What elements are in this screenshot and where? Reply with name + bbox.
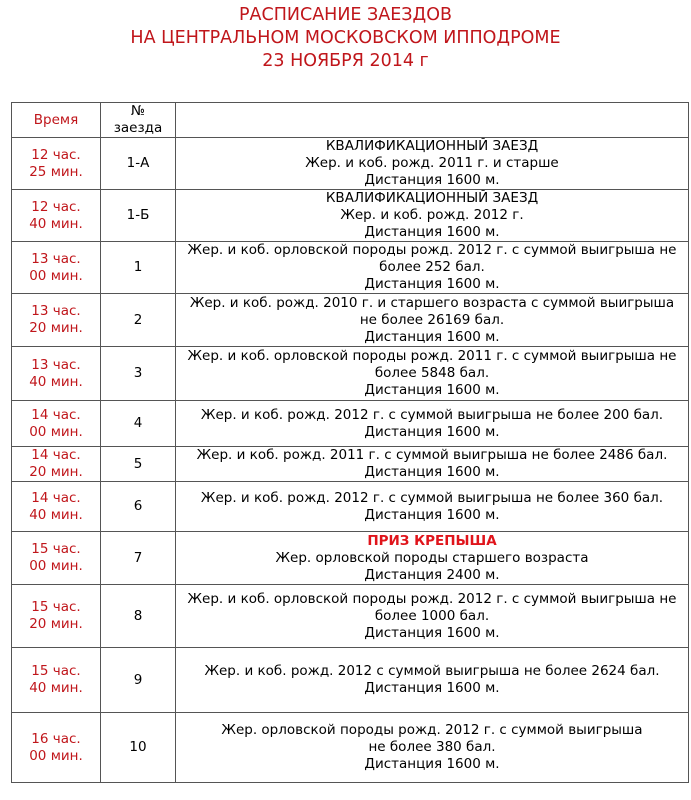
header-time: Время — [12, 103, 101, 138]
race-distance: Дистанция 1600 м. — [364, 756, 500, 772]
title-line-1: РАСПИСАНИЕ ЗАЕЗДОВ — [239, 5, 452, 25]
race-conditions: Жер. и коб. орловской породы рожд. 2011 г. с суммой выигрыша не — [187, 348, 677, 364]
race-time-minutes: 00 мин. — [29, 267, 83, 284]
race-time-minutes: 20 мин. — [29, 616, 83, 632]
race-number: 2 — [101, 294, 176, 347]
race-time-hours: 15 час. — [31, 663, 81, 679]
header-row — [12, 103, 689, 138]
race-title: КВАЛИФИКАЦИОННЫЙ ЗАЕЗД — [325, 190, 539, 206]
race-description-cell — [176, 447, 689, 482]
race-title: КВАЛИФИКАЦИОННЫЙ ЗАЕЗД — [325, 138, 539, 154]
prize-title: ПРИЗ КРЕПЫША — [367, 532, 497, 549]
race-time-cell — [12, 532, 101, 585]
table-row — [12, 138, 689, 190]
race-number: 7 — [101, 532, 176, 585]
race-distance: Дистанция 1600 м. — [364, 328, 500, 345]
race-time-minutes: 20 мин. — [29, 464, 83, 480]
race-time-minutes: 25 мин. — [29, 163, 83, 180]
race-description-cell — [176, 585, 689, 648]
race-time-cell — [12, 138, 101, 190]
race-conditions-continued: более 252 бал. — [379, 259, 485, 275]
race-number: 8 — [101, 585, 176, 648]
race-time-hours: 14 час. — [31, 489, 81, 506]
race-time-hours: 15 час. — [31, 541, 81, 557]
table-row — [12, 190, 689, 242]
race-description-cell — [176, 347, 689, 401]
race-time-hours: 12 час. — [31, 146, 81, 163]
schedule-table — [11, 102, 689, 783]
race-description-cell — [176, 138, 689, 190]
table-row — [12, 532, 689, 585]
race-description-cell — [176, 532, 689, 585]
race-distance: Дистанция 2400 м. — [364, 566, 500, 583]
race-distance: Дистанция 1600 м. — [364, 172, 500, 188]
race-number: 3 — [101, 347, 176, 401]
race-distance: Дистанция 1600 м. — [364, 423, 500, 440]
race-time-minutes: 00 мин. — [29, 747, 83, 764]
table-row — [12, 585, 689, 648]
race-time-minutes: 20 мин. — [29, 320, 83, 336]
race-conditions: Жер. и коб. орловской породы рожд. 2012 г. с суммой выигрыша не — [187, 242, 677, 258]
race-time-hours: 13 час. — [31, 356, 81, 373]
race-number: 4 — [101, 401, 176, 447]
race-description-cell — [176, 401, 689, 447]
race-distance: Дистанция 1600 м. — [364, 624, 500, 641]
race-number: 10 — [101, 713, 176, 783]
race-time-cell — [12, 401, 101, 447]
race-conditions: Жер. и коб. рожд. 2011 г. и старше — [305, 155, 559, 171]
race-conditions: Жер. и коб. рожд. 2012 с суммой выигрыша не более 2624 бал. — [204, 663, 660, 679]
race-description-cell — [176, 713, 689, 783]
table-row — [12, 713, 689, 783]
race-conditions: Жер. и коб. орловской породы рожд. 2012 г. с суммой выигрыша не — [187, 590, 677, 607]
race-number: 1 — [101, 242, 176, 294]
race-time-hours: 13 час. — [31, 250, 81, 267]
race-description-cell — [176, 648, 689, 713]
race-time-cell — [12, 447, 101, 482]
race-conditions: Жер. и коб. рожд. 2012 г. с суммой выигрыша не более 200 бал. — [200, 406, 664, 423]
header-race-number — [101, 103, 176, 138]
header-number-sign: № — [130, 103, 146, 119]
race-conditions: Жер. и коб. рожд. 2010 г. и старшего возраста с суммой выигрыша — [189, 294, 675, 311]
race-time-cell — [12, 347, 101, 401]
race-number: 1-А — [101, 138, 176, 190]
race-time-hours: 14 час. — [31, 447, 81, 463]
race-time-cell — [12, 482, 101, 532]
race-distance: Дистанция 1600 м. — [364, 506, 500, 523]
race-conditions-continued: не более 26169 бал. — [359, 311, 505, 328]
race-distance: Дистанция 1600 м. — [364, 276, 500, 292]
race-conditions-continued: более 5848 бал. — [374, 365, 490, 381]
race-time-minutes: 40 мин. — [29, 373, 83, 390]
race-time-cell — [12, 242, 101, 294]
table-row — [12, 294, 689, 347]
race-conditions: Жер. орловской породы рожд. 2012 г. с суммой выигрыша — [221, 722, 643, 738]
race-time-minutes: 40 мин. — [29, 506, 83, 523]
table-row — [12, 447, 689, 482]
race-time-minutes: 40 мин. — [29, 215, 83, 232]
race-time-cell — [12, 190, 101, 242]
race-time-minutes: 00 мин. — [29, 558, 83, 574]
race-number: 9 — [101, 648, 176, 713]
race-description-cell — [176, 482, 689, 532]
race-conditions-continued: более 1000 бал. — [374, 607, 490, 624]
race-number: 6 — [101, 482, 176, 532]
race-distance: Дистанция 1600 м. — [364, 224, 500, 240]
race-time-cell — [12, 585, 101, 648]
race-time-minutes: 40 мин. — [29, 680, 83, 696]
table-row — [12, 242, 689, 294]
race-time-hours: 12 час. — [31, 198, 81, 215]
race-time-cell — [12, 713, 101, 783]
race-number: 5 — [101, 447, 176, 482]
document-title — [0, 4, 691, 73]
race-distance: Дистанция 1600 м. — [364, 680, 500, 696]
race-conditions: Жер. и коб. рожд. 2012 г. с суммой выигрыша не более 360 бал. — [200, 489, 664, 506]
table-row — [12, 482, 689, 532]
race-time-hours: 16 час. — [31, 730, 81, 747]
race-time-hours: 14 час. — [31, 406, 81, 423]
race-time-cell — [12, 648, 101, 713]
race-distance: Дистанция 1600 м. — [364, 464, 500, 480]
header-number-word: заезда — [113, 120, 163, 136]
table-row — [12, 401, 689, 447]
race-description-cell — [176, 242, 689, 294]
race-conditions: Жер. и коб. рожд. 2012 г. — [340, 207, 524, 223]
race-description-cell — [176, 294, 689, 347]
race-time-cell — [12, 294, 101, 347]
table-row — [12, 347, 689, 401]
race-description-cell — [176, 190, 689, 242]
race-time-hours: 15 час. — [31, 599, 81, 615]
race-conditions-continued: не более 380 бал. — [368, 739, 496, 755]
race-time-minutes: 00 мин. — [29, 423, 83, 440]
title-line-3: 23 НОЯБРЯ 2014 г — [262, 51, 429, 71]
race-time-hours: 13 час. — [31, 303, 81, 319]
header-description — [176, 103, 689, 138]
title-line-2: НА ЦЕНТРАЛЬНОМ МОСКОВСКОМ ИППОДРОМЕ — [130, 28, 561, 48]
race-number: 1-Б — [101, 190, 176, 242]
race-distance: Дистанция 1600 м. — [364, 382, 500, 398]
race-conditions: Жер. орловской породы старшего возраста — [275, 549, 589, 566]
race-conditions: Жер. и коб. рожд. 2011 г. с суммой выигрыша не более 2486 бал. — [196, 447, 668, 463]
table-row — [12, 648, 689, 713]
